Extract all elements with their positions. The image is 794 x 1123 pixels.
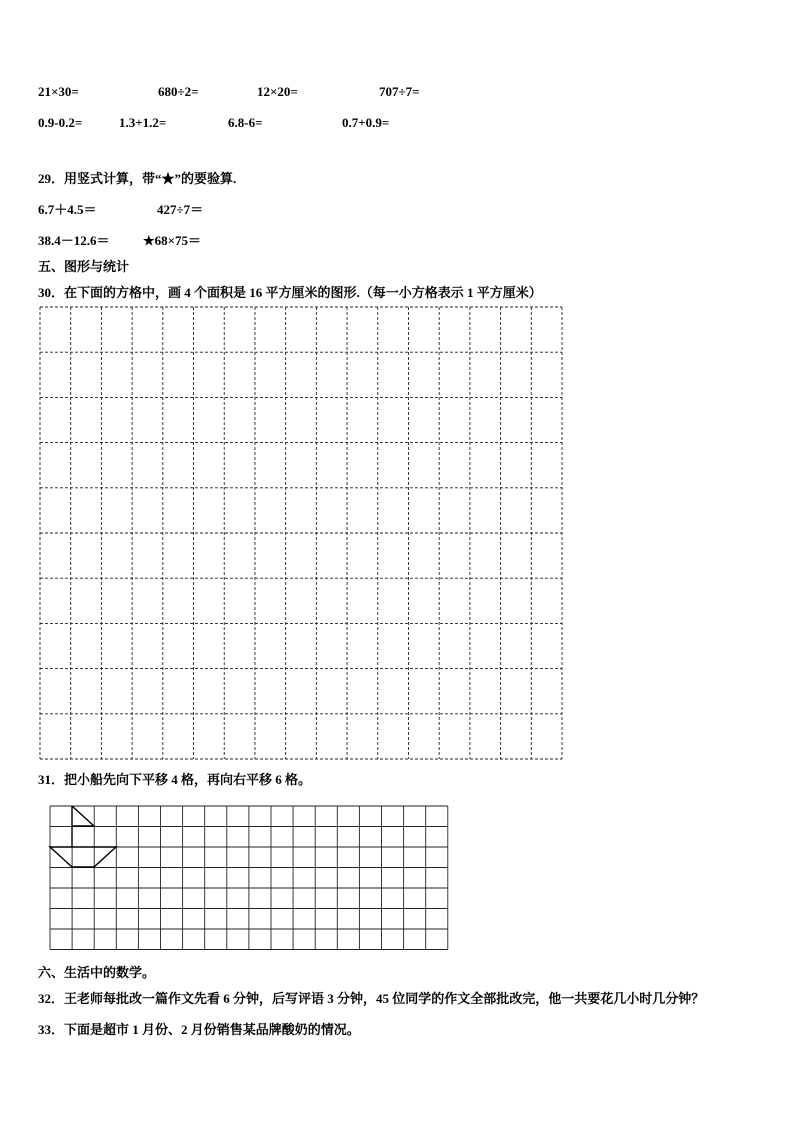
calc-item-1: 21×30=	[38, 84, 79, 99]
q29-item-3: 38.4－12.6＝	[38, 233, 110, 248]
q29-item-2: 427÷7＝	[157, 202, 204, 217]
question-33: 33．下面是超市 1 月份、2 月份销售某品牌酸奶的情况。	[38, 1022, 360, 1037]
section-6-title: 六、生活中的数学。	[38, 965, 156, 980]
q30-dashed-grid	[40, 307, 562, 759]
calc-item-3: 12×20=	[257, 84, 298, 99]
calc-item-8: 0.7+0.9=	[342, 115, 390, 130]
calc-item-4: 707÷7=	[379, 84, 420, 99]
boat-sail	[72, 806, 94, 826]
section-5-title: 五、图形与统计	[38, 259, 130, 274]
question-29: 29．用竖式计算，带“★”的要验算.	[38, 171, 237, 186]
boat-figure	[50, 806, 116, 867]
question-32: 32．王老师每批改一篇作文先看 6 分钟，后写评语 3 分钟，45 位同学的作文全部批改完，他一共要花几小时几分钟？	[38, 991, 705, 1006]
calc-item-2: 680÷2=	[158, 84, 199, 99]
q29-item-4: ★68×75＝	[143, 233, 202, 248]
calc-item-6: 1.3+1.2=	[119, 115, 167, 130]
q29-item-1: 6.7＋4.5＝	[38, 202, 97, 217]
boat-hull	[50, 847, 116, 867]
q31-grid	[50, 806, 448, 950]
question-31: 31．把小船先向下平移 4 格，再向右平移 6 格。	[38, 772, 312, 787]
question-30: 30．在下面的方格中，画 4 个面积是 16 平方厘米的图形.（每一小方格表示 1 平方厘米）	[38, 285, 542, 300]
calc-item-7: 6.8-6=	[228, 115, 263, 130]
calc-item-5: 0.9-0.2=	[38, 115, 83, 130]
